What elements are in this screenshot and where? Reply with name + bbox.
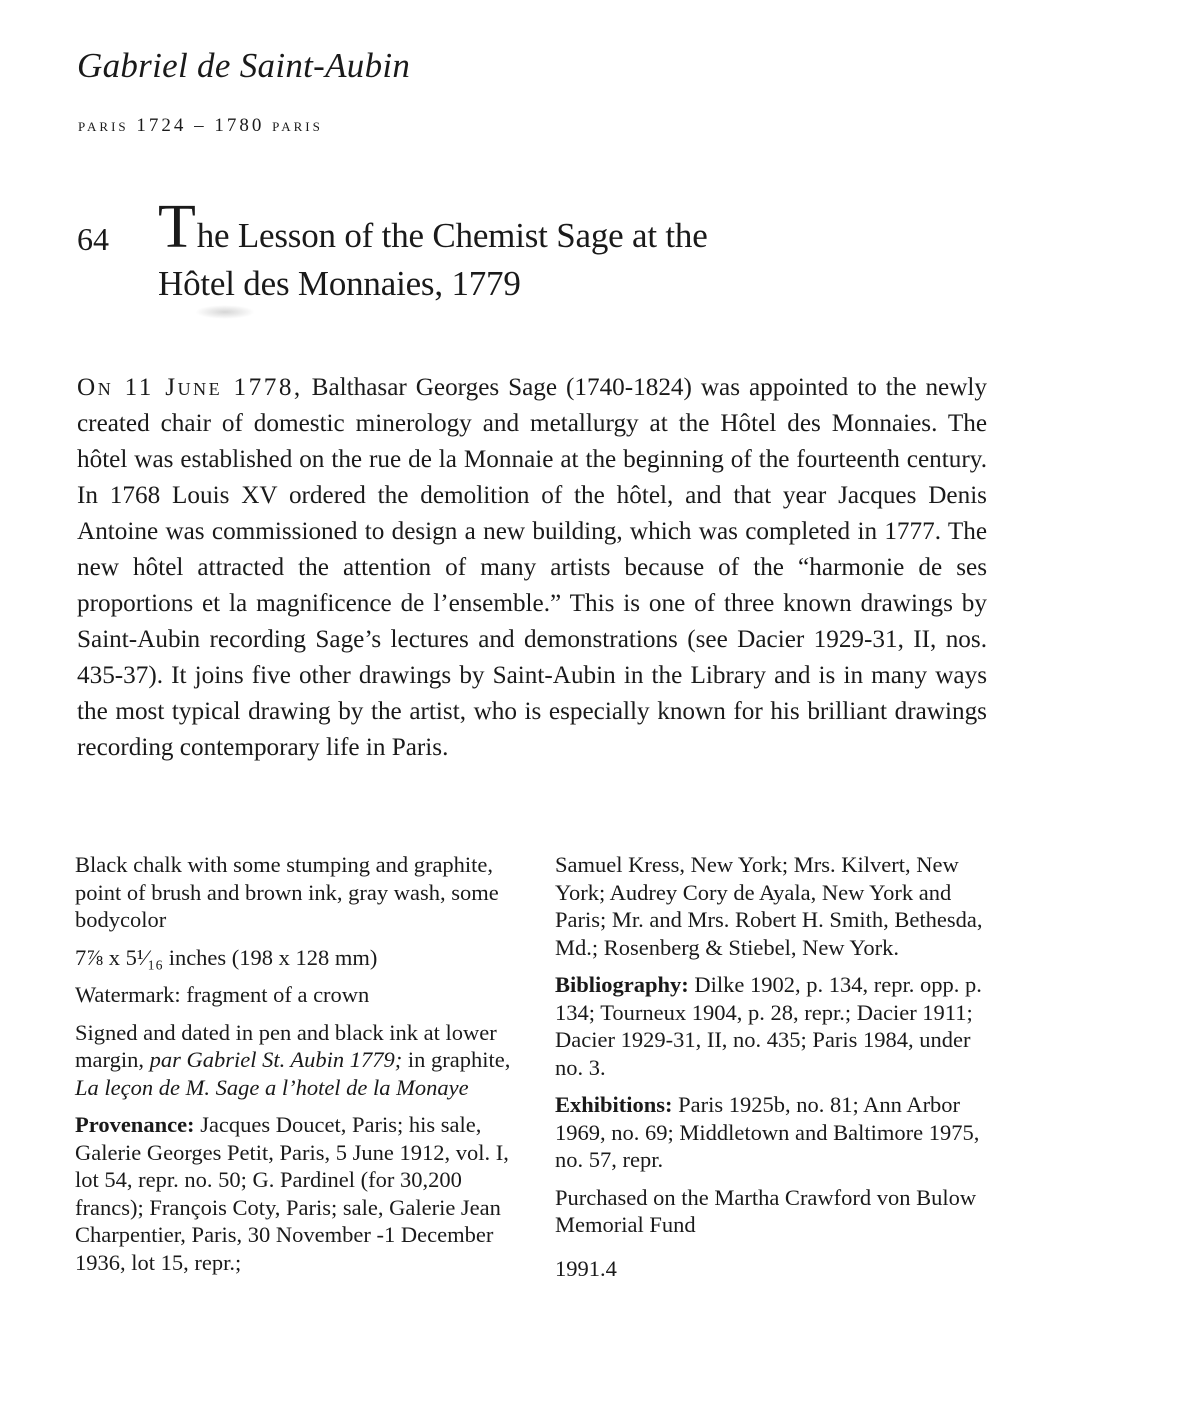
essay-body: Balthasar Georges Sage (1740-1824) was appointed to the newly created chair of domestic minerology and metallurgy at the Hôtel des Monnaies. The hôtel was established on the rue de la Monnaie at the beginning of the fourteenth century. In 1768 Louis XV ordered the demolition of the hôtel, and that year Jacques Denis Antoine was commissioned to design a new building, which was completed in 1777. The new hôtel attracted the attention of many artists because of the “harmonie de ses proportions et la magnificence de l’ensemble.” This is one of three known drawings by Saint-Aubin recording Sage’s lectures and demonstrations (see Dacier 1929-31, II, nos. 435-37). It joins five other drawings by Saint-Aubin in the Library and is in many ways the most typical drawing by the artist, who is especially known for his brilliant drawings recording contemporary life in Paris. bbox=[77, 374, 987, 761]
essay-paragraph bbox=[77, 370, 987, 766]
provenance bbox=[75, 1111, 515, 1276]
provenance-continued: Samuel Kress, New York; Mrs. Kilvert, New York; Audrey Cory de Ayala, New York and Paris; Mr. and Mrs. Robert H. Smith, Bethesda, Md.; Rosenberg & Stiebel, New York. bbox=[555, 852, 983, 960]
inscription-prefix: Signed and dated in pen and black ink at lower margin, bbox=[75, 1019, 497, 1072]
artist-dates: paris 1724 – 1780 paris bbox=[78, 115, 323, 136]
title-line-2: Hôtel des Monnaies, 1779 bbox=[158, 264, 521, 303]
inscription-graphite: La leçon de M. Sage a l’hotel de la Monaye bbox=[75, 1074, 469, 1100]
provenance-label: Provenance: bbox=[75, 1112, 195, 1137]
title-dropcap: T bbox=[158, 193, 196, 261]
exhibitions-text: Paris 1925b, no. 81; Ann Arbor 1969, no. 69; Middletown and Baltimore 1975, no. 57, repr. bbox=[555, 1092, 980, 1172]
exhibitions-label: Exhibitions: bbox=[555, 1092, 673, 1117]
medium: Black chalk with some stumping and graphite, point of brush and brown ink, gray wash, some bodycolor bbox=[75, 852, 499, 932]
essay-lead-in: On 11 June 1778, bbox=[77, 374, 303, 401]
artwork-title bbox=[158, 193, 858, 308]
entry-number: 64 bbox=[77, 221, 109, 257]
bibliography-label: Bibliography: bbox=[555, 972, 689, 997]
watermark: Watermark: fragment of a crown bbox=[75, 982, 370, 1007]
catalogue-column-right bbox=[555, 851, 995, 1292]
inscription bbox=[75, 1019, 515, 1102]
provenance-text: Jacques Doucet, Paris; his sale, Galerie Georges Petit, Paris, 5 June 1912, vol. I, lot 54, repr. no. 50; G. Pardinel (for 30,200 francs); François Coty, Paris; sale, Galerie Jean Charpentier, Paris, 30 November -1 December 1936, lot 15, repr.; bbox=[75, 1112, 509, 1275]
title-line-1 bbox=[158, 193, 858, 261]
catalogue-column-left bbox=[75, 851, 515, 1286]
bibliography-text: Dilke 1902, p. 134, repr. opp. p. 134; Tourneux 1904, p. 28, repr.; Dacier 1911; Dacier 1929-31, II, no. 435; Paris 1984, under no. 3. bbox=[555, 972, 982, 1080]
accession-number: 1991.4 bbox=[555, 1255, 617, 1281]
exhibitions bbox=[555, 1091, 995, 1174]
bibliography bbox=[555, 971, 995, 1081]
title-line-1-text: he Lesson of the Chemist Sage at the bbox=[196, 216, 708, 255]
dimensions: 7⅞ x 5¹⁄₁₆ inches (198 x 128 mm) bbox=[75, 944, 378, 970]
credit-line: Purchased on the Martha Crawford von Bulow Memorial Fund bbox=[555, 1184, 977, 1237]
inscription-signature: par Gabriel St. Aubin 1779; bbox=[149, 1047, 403, 1072]
artist-name: Gabriel de Saint-Aubin bbox=[77, 46, 411, 85]
scan-smudge bbox=[195, 305, 255, 319]
inscription-middle: in graphite, bbox=[402, 1047, 511, 1072]
